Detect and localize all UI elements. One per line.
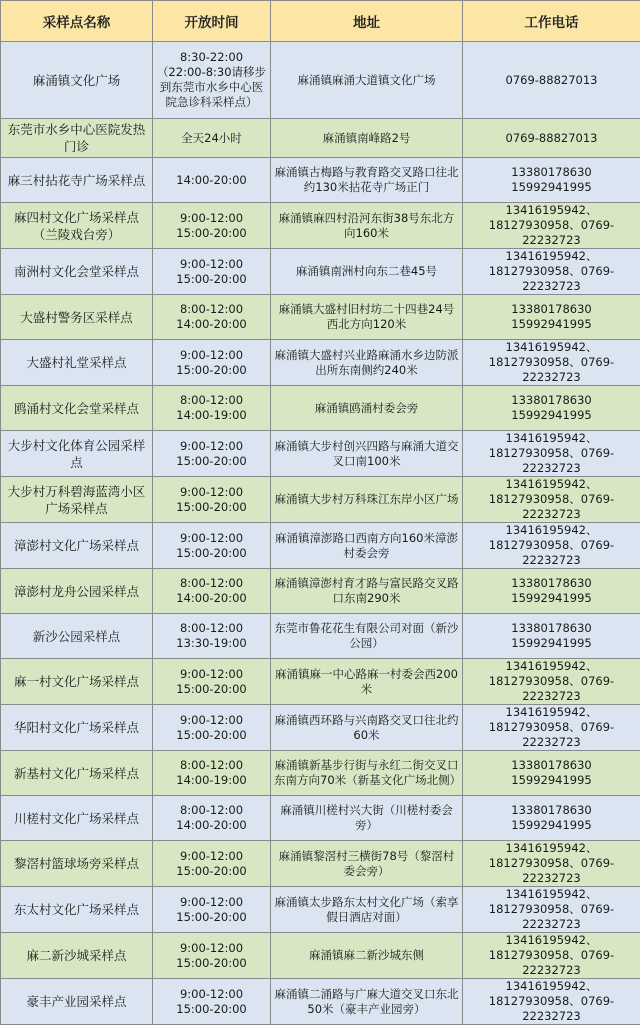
cell-phone: 13380178630 15992941995 <box>463 569 640 614</box>
table-row <box>1 340 640 386</box>
cell-name: 麻涌镇文化广场 <box>1 42 153 119</box>
cell-address: 麻涌镇麻涌大道镇文化广场 <box>271 42 463 119</box>
cell-hours: 9:00-12:00 15:00-20:00 <box>153 203 271 249</box>
table-row <box>1 933 640 979</box>
header-phone: 工作电话 <box>463 1 640 42</box>
cell-hours: 9:00-12:00 15:00-20:00 <box>153 523 271 569</box>
cell-phone: 13416195942、18127930958、0769-22232723 <box>463 979 640 1025</box>
cell-name: 鸥涌村文化会堂采样点 <box>1 386 153 431</box>
cell-address: 麻涌镇大步村创兴四路与麻涌大道交叉口南100米 <box>271 431 463 477</box>
table-row <box>1 295 640 340</box>
cell-name: 川槎村文化广场采样点 <box>1 796 153 841</box>
cell-name: 黎滘村篮球场旁采样点 <box>1 841 153 887</box>
header-hours: 开放时间 <box>153 1 271 42</box>
cell-phone: 13416195942、18127930958、0769-22232723 <box>463 523 640 569</box>
header-name: 采样点名称 <box>1 1 153 42</box>
cell-name: 漳澎村龙舟公园采样点 <box>1 569 153 614</box>
cell-phone: 13416195942、18127930958、0769-22232723 <box>463 249 640 295</box>
cell-phone: 0769-88827013 <box>463 119 640 158</box>
cell-address: 麻涌镇麻四村沿河东街38号东北方向160米 <box>271 203 463 249</box>
cell-address: 麻涌镇黎滘村三横街78号（黎滘村委会旁） <box>271 841 463 887</box>
cell-name: 大步村文化体育公园采样点 <box>1 431 153 477</box>
cell-name: 东太村文化广场采样点 <box>1 887 153 933</box>
cell-phone: 13380178630 15992941995 <box>463 158 640 203</box>
cell-address: 麻涌镇漳澎路口西南方向160米漳澎村委会旁 <box>271 523 463 569</box>
cell-hours: 8:30-22:00（22:00-8:30请移步到东莞市水乡中心医院急诊科采样点） <box>153 42 271 119</box>
cell-hours: 9:00-12:00 15:00-20:00 <box>153 933 271 979</box>
cell-hours: 9:00-12:00 15:00-20:00 <box>153 340 271 386</box>
cell-hours: 9:00-12:00 15:00-20:00 <box>153 979 271 1025</box>
cell-name: 华阳村文化广场采样点 <box>1 705 153 751</box>
cell-hours: 9:00-12:00 15:00-20:00 <box>153 477 271 523</box>
cell-phone: 13416195942、18127930958、0769-22232723 <box>463 659 640 705</box>
cell-address: 麻涌镇漳澎村育才路与富民路交叉路口东南290米 <box>271 569 463 614</box>
cell-address: 麻涌镇二涌路与广麻大道交叉口东北50米（豪丰产业园旁） <box>271 979 463 1025</box>
cell-phone: 13416195942、18127930958、0769-22232723 <box>463 477 640 523</box>
cell-phone: 13416195942、18127930958、0769-22232723 <box>463 705 640 751</box>
cell-address: 麻涌镇南峰路2号 <box>271 119 463 158</box>
header-address: 地址 <box>271 1 463 42</box>
cell-hours: 8:00-12:00 14:00-20:00 <box>153 569 271 614</box>
cell-hours: 8:00-12:00 14:00-19:00 <box>153 386 271 431</box>
cell-name: 大盛村礼堂采样点 <box>1 340 153 386</box>
cell-hours: 14:00-20:00 <box>153 158 271 203</box>
cell-phone: 13380178630 15992941995 <box>463 751 640 796</box>
cell-phone: 13380178630 15992941995 <box>463 614 640 659</box>
table-row <box>1 569 640 614</box>
cell-phone: 13380178630 15992941995 <box>463 295 640 340</box>
table-body <box>1 42 640 1025</box>
cell-hours: 8:00-12:00 14:00-20:00 <box>153 796 271 841</box>
cell-phone: 13380178630 15992941995 <box>463 796 640 841</box>
cell-address: 麻涌镇麻一中心路麻一村委会西200米 <box>271 659 463 705</box>
cell-name: 新沙公园采样点 <box>1 614 153 659</box>
cell-name: 大盛村警务区采样点 <box>1 295 153 340</box>
cell-address: 麻涌镇古梅路与教育路交叉路口往北约130米拈花寺广场正门 <box>271 158 463 203</box>
cell-name: 漳澎村文化广场采样点 <box>1 523 153 569</box>
cell-name: 豪丰产业园采样点 <box>1 979 153 1025</box>
cell-name: 麻三村拈花寺广场采样点 <box>1 158 153 203</box>
cell-hours: 8:00-12:00 13:30-19:00 <box>153 614 271 659</box>
cell-address: 麻涌镇太步路东太村文化广场（索享假日酒店对面） <box>271 887 463 933</box>
cell-address: 东莞市鲁花花生有限公司对面（新沙公园） <box>271 614 463 659</box>
cell-name: 麻一村文化广场采样点 <box>1 659 153 705</box>
table-row <box>1 887 640 933</box>
cell-hours: 9:00-12:00 15:00-20:00 <box>153 659 271 705</box>
cell-hours: 9:00-12:00 15:00-20:00 <box>153 249 271 295</box>
cell-name: 新基村文化广场采样点 <box>1 751 153 796</box>
cell-phone: 13416195942、18127930958、0769-22232723 <box>463 203 640 249</box>
table-row <box>1 841 640 887</box>
cell-address: 麻涌镇川槎村兴大街（川槎村委会旁） <box>271 796 463 841</box>
table-row <box>1 705 640 751</box>
table-row <box>1 523 640 569</box>
cell-name: 南洲村文化会堂采样点 <box>1 249 153 295</box>
cell-phone: 13380178630 15992941995 <box>463 386 640 431</box>
cell-address: 麻涌镇麻二新沙城东侧 <box>271 933 463 979</box>
cell-address: 麻涌镇大步村万科珠江东岸小区广场 <box>271 477 463 523</box>
cell-name: 麻四村文化广场采样点（兰陵戏台旁） <box>1 203 153 249</box>
cell-address: 麻涌镇新基步行街与永红二街交叉口东南方向70米（新基文化广场北侧） <box>271 751 463 796</box>
cell-phone: 13416195942、18127930958、0769-22232723 <box>463 933 640 979</box>
cell-phone: 13416195942、18127930958、0769-22232723 <box>463 887 640 933</box>
cell-phone: 0769-88827013 <box>463 42 640 119</box>
table-header-row <box>1 1 640 42</box>
table-row <box>1 203 640 249</box>
table-row <box>1 614 640 659</box>
cell-hours: 8:00-12:00 14:00-19:00 <box>153 751 271 796</box>
table-row <box>1 796 640 841</box>
table-row <box>1 751 640 796</box>
cell-hours: 9:00-12:00 15:00-20:00 <box>153 705 271 751</box>
table-row <box>1 477 640 523</box>
table-row <box>1 42 640 119</box>
cell-address: 麻涌镇大盛村旧村坊二十四巷24号西北方向120米 <box>271 295 463 340</box>
table-row <box>1 386 640 431</box>
cell-hours: 9:00-12:00 15:00-20:00 <box>153 431 271 477</box>
cell-address: 麻涌镇鸥涌村委会旁 <box>271 386 463 431</box>
cell-address: 麻涌镇西环路与兴南路交叉口往北约60米 <box>271 705 463 751</box>
cell-name: 大步村万科碧海蓝湾小区广场采样点 <box>1 477 153 523</box>
cell-address: 麻涌镇南洲村向东二巷45号 <box>271 249 463 295</box>
cell-phone: 13416195942、18127930958、0769-22232723 <box>463 431 640 477</box>
table-row <box>1 158 640 203</box>
cell-phone: 13416195942、18127930958、0769-22232723 <box>463 841 640 887</box>
table-row <box>1 119 640 158</box>
cell-address: 麻涌镇大盛村兴业路麻涌水乡边防派出所东南侧约240米 <box>271 340 463 386</box>
cell-name: 东莞市水乡中心医院发热门诊 <box>1 119 153 158</box>
cell-name: 麻二新沙城采样点 <box>1 933 153 979</box>
cell-hours: 8:00-12:00 14:00-20:00 <box>153 295 271 340</box>
table-row <box>1 659 640 705</box>
table-row <box>1 249 640 295</box>
cell-phone: 13416195942、18127930958、0769-22232723 <box>463 340 640 386</box>
cell-hours: 全天24小时 <box>153 119 271 158</box>
cell-hours: 9:00-12:00 15:00-20:00 <box>153 841 271 887</box>
table-row <box>1 431 640 477</box>
table-row <box>1 979 640 1025</box>
cell-hours: 9:00-12:00 15:00-20:00 <box>153 887 271 933</box>
